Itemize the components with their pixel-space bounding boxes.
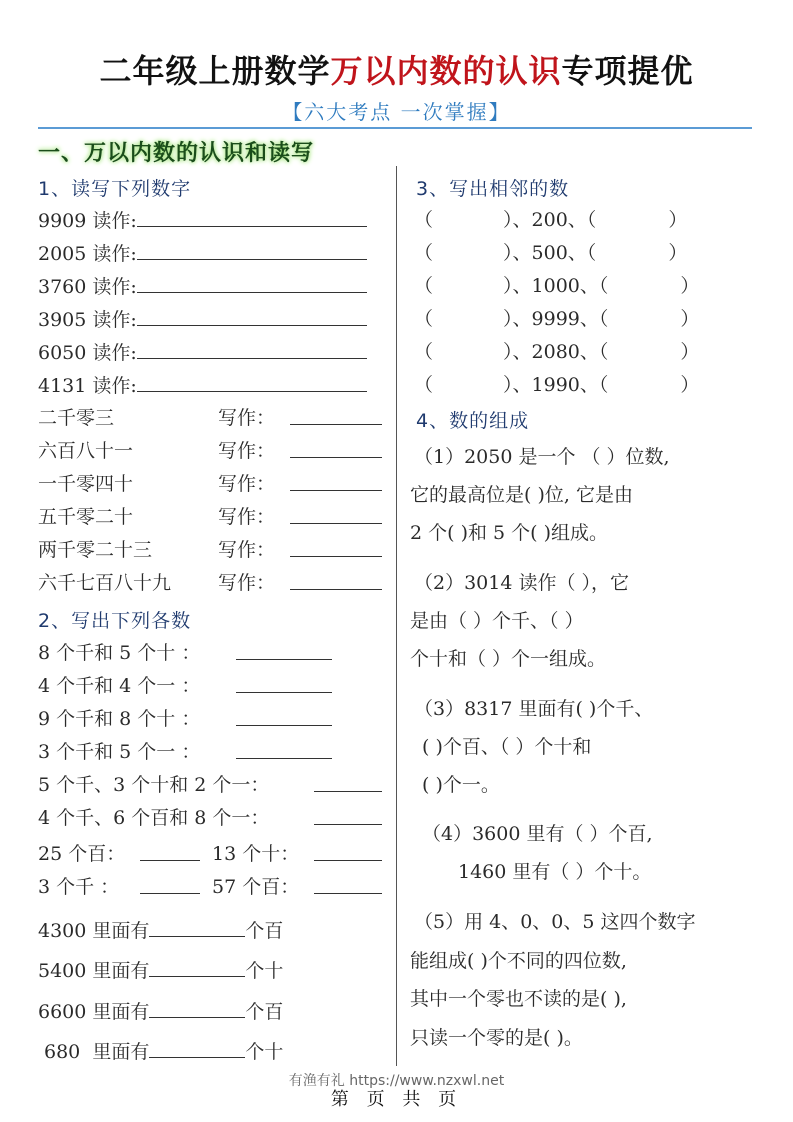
paren: ）、 <box>503 275 532 297</box>
words: 五千零二十 <box>38 506 134 528</box>
write-item <box>38 571 171 595</box>
number: 500、 <box>531 242 587 264</box>
write-label: 写作： <box>218 572 276 594</box>
words: 一千零四十 <box>38 473 134 495</box>
q1-line3: 2 个( )和 5 个( )组成。 <box>410 522 609 544</box>
write-item <box>38 439 133 463</box>
neighbor-item <box>414 340 699 364</box>
read-item <box>38 274 367 299</box>
compose-item: 9 个千和 8 个十 ： <box>38 708 201 730</box>
neighbor-item <box>414 307 699 331</box>
answer-blank[interactable] <box>140 842 200 867</box>
read-item <box>38 340 367 365</box>
number: 1000、 <box>531 275 599 297</box>
write-label: 写作： <box>218 506 276 528</box>
answer-blank[interactable] <box>140 875 200 900</box>
number: 200、 <box>531 209 587 231</box>
number: 2080、 <box>531 341 599 363</box>
answer-blank[interactable] <box>137 241 367 260</box>
paren: ） <box>680 308 700 330</box>
paren: ）、 <box>503 209 532 231</box>
column-divider <box>396 166 397 1066</box>
title-suffix: 专项提优 <box>561 52 694 90</box>
contains-item <box>38 958 283 983</box>
q5-line1: （5）用 4、0、0、5 这四个数字 <box>414 911 696 933</box>
paren: ） <box>668 209 688 231</box>
answer-blank[interactable] <box>149 958 245 977</box>
label: 读作: <box>92 243 137 265</box>
read-item <box>38 373 367 398</box>
q3-line2: ( )个百、（ ）个十和 <box>422 736 592 758</box>
answer-blank[interactable] <box>314 806 382 831</box>
neighbor-item <box>414 274 699 298</box>
label: 读作: <box>92 342 137 364</box>
neighbor-item <box>414 241 687 265</box>
write-item <box>38 406 114 430</box>
answer-blank[interactable] <box>236 641 332 666</box>
write-label: 写作： <box>218 473 276 495</box>
label: 读作: <box>92 309 137 331</box>
paren: （ <box>414 341 434 363</box>
paren: （ <box>414 242 434 264</box>
number: 6600 <box>38 1001 87 1023</box>
paren: （ <box>414 275 434 297</box>
answer-blank[interactable] <box>290 538 382 563</box>
watermark: 有渔有礼 https://www.nzxwl.net <box>288 1073 505 1089</box>
compose-item: 8 个千和 5 个十 ： <box>38 642 201 664</box>
pair-left: 25 个百： <box>38 843 126 865</box>
label: 读作: <box>92 276 137 298</box>
label: 读作: <box>92 210 137 232</box>
number: 4300 <box>38 920 87 942</box>
subtitle: 【六大考点 一次掌握】 <box>282 100 511 124</box>
answer-blank[interactable] <box>149 999 245 1018</box>
answer-blank[interactable] <box>236 740 332 765</box>
unit: 个十 <box>245 1041 284 1063</box>
answer-blank[interactable] <box>314 875 382 900</box>
contains-item <box>44 1039 283 1064</box>
number: 4131 <box>38 375 87 397</box>
answer-blank[interactable] <box>290 439 382 464</box>
part1-heading: 1、读写下列数字 <box>38 178 192 200</box>
part4-heading: 4、数的组成 <box>416 410 530 432</box>
page-title <box>0 46 793 92</box>
answer-blank[interactable] <box>290 406 382 431</box>
part3-heading: 3、写出相邻的数 <box>416 178 570 200</box>
q5-line2: 能组成( )个不同的四位数, <box>410 950 627 972</box>
part2-heading: 2、写出下列各数 <box>38 610 192 632</box>
number: 3760 <box>38 276 87 298</box>
paren: （ <box>586 209 597 231</box>
number: 9999、 <box>531 308 599 330</box>
q2-line3: 个十和（ ）个一组成。 <box>410 648 607 670</box>
q3-line1: （3）8317 里面有( )个千、 <box>414 698 654 720</box>
words: 六千七百八十九 <box>38 572 172 594</box>
q5-line3: 其中一个零也不读的是( ), <box>410 988 627 1010</box>
read-item <box>38 241 367 266</box>
number: 9909 <box>38 210 87 232</box>
write-item <box>38 472 133 496</box>
q1-line1: （1）2050 是一个 （ ）位数, <box>414 446 670 468</box>
unit: 个十 <box>245 960 284 982</box>
write-label: 写作： <box>218 539 276 561</box>
write-label: 写作： <box>218 407 276 429</box>
header-divider <box>38 127 752 129</box>
words: 二千零三 <box>38 407 115 429</box>
answer-blank[interactable] <box>236 707 332 732</box>
words: 两千零二十三 <box>38 539 153 561</box>
compose-item: 4 个千和 4 个一 ： <box>38 675 201 697</box>
answer-blank[interactable] <box>137 373 367 392</box>
paren: （ <box>414 374 434 396</box>
q2-line1: （2）3014 读作（ ），它 <box>414 572 630 594</box>
answer-blank[interactable] <box>314 842 382 867</box>
write-label: 写作： <box>218 440 276 462</box>
read-item <box>38 208 367 233</box>
section-title: 一、万以内数的认识和读写 <box>38 141 315 166</box>
write-item <box>38 538 152 562</box>
answer-blank[interactable] <box>290 472 382 497</box>
paren: （ <box>598 341 609 363</box>
words: 六百八十一 <box>38 440 134 462</box>
q1-line2: 它的最高位是( )位, 它是由 <box>410 484 633 506</box>
answer-blank[interactable] <box>137 208 367 227</box>
pair-right: 57 个百： <box>212 876 300 898</box>
unit: 个百 <box>245 1001 284 1023</box>
paren: （ <box>598 275 609 297</box>
number: 6050 <box>38 342 87 364</box>
answer-blank[interactable] <box>290 505 382 530</box>
answer-blank[interactable] <box>137 340 367 359</box>
paren: （ <box>414 209 434 231</box>
number: 1990、 <box>531 374 599 396</box>
compose-item: 5 个千、3 个十和 2 个一： <box>38 774 270 796</box>
paren: ） <box>680 341 700 363</box>
number: 2005 <box>38 243 87 265</box>
answer-blank[interactable] <box>290 571 382 596</box>
neighbor-item <box>414 373 699 397</box>
unit: 个百 <box>245 920 284 942</box>
paren: （ <box>598 308 609 330</box>
label: 里面有 <box>92 960 150 982</box>
neighbor-item <box>414 208 687 232</box>
paren: （ <box>586 242 597 264</box>
paren: （ <box>598 374 609 396</box>
answer-blank[interactable] <box>137 274 367 293</box>
answer-blank[interactable] <box>236 674 332 699</box>
paren: ）、 <box>503 374 532 396</box>
paren: ） <box>680 374 700 396</box>
answer-blank[interactable] <box>149 1039 245 1058</box>
paren: ）、 <box>503 242 532 264</box>
paren: ） <box>668 242 688 264</box>
answer-blank[interactable] <box>137 307 367 326</box>
write-item <box>38 505 133 529</box>
paren: ） <box>680 275 700 297</box>
label: 里面有 <box>92 1001 150 1023</box>
title-prefix: 二年级上册数学 <box>99 52 331 90</box>
label: 里面有 <box>92 1041 150 1063</box>
title-highlight: 万以内数的认识 <box>330 52 562 90</box>
q3-line3: ( )个一。 <box>422 774 500 796</box>
read-item <box>38 307 367 332</box>
contains-item <box>38 918 283 943</box>
pair-right: 13 个十： <box>212 843 300 865</box>
answer-blank[interactable] <box>149 918 245 937</box>
paren: （ <box>414 308 434 330</box>
q4-line2: 1460 里有（ ）个十。 <box>458 861 652 883</box>
label: 里面有 <box>92 920 150 942</box>
number: 680 <box>44 1041 81 1063</box>
compose-item: 3 个千和 5 个一 ： <box>38 741 201 763</box>
number: 5400 <box>38 960 87 982</box>
answer-blank[interactable] <box>314 773 382 798</box>
q2-line2: 是由（ ）个千、（ ） <box>410 610 584 632</box>
number: 3905 <box>38 309 87 331</box>
paren: ）、 <box>503 308 532 330</box>
compose-item: 4 个千、6 个百和 8 个一： <box>38 807 270 829</box>
paren: ）、 <box>503 341 532 363</box>
label: 读作: <box>92 375 137 397</box>
q5-line4: 只读一个零的是( )。 <box>410 1027 583 1049</box>
page-number: 第 页 共 页 <box>330 1089 463 1110</box>
q4-line1: （4）3600 里有（ ）个百, <box>422 823 653 845</box>
pair-left: 3 个千 ： <box>38 876 120 898</box>
contains-item <box>38 999 283 1024</box>
